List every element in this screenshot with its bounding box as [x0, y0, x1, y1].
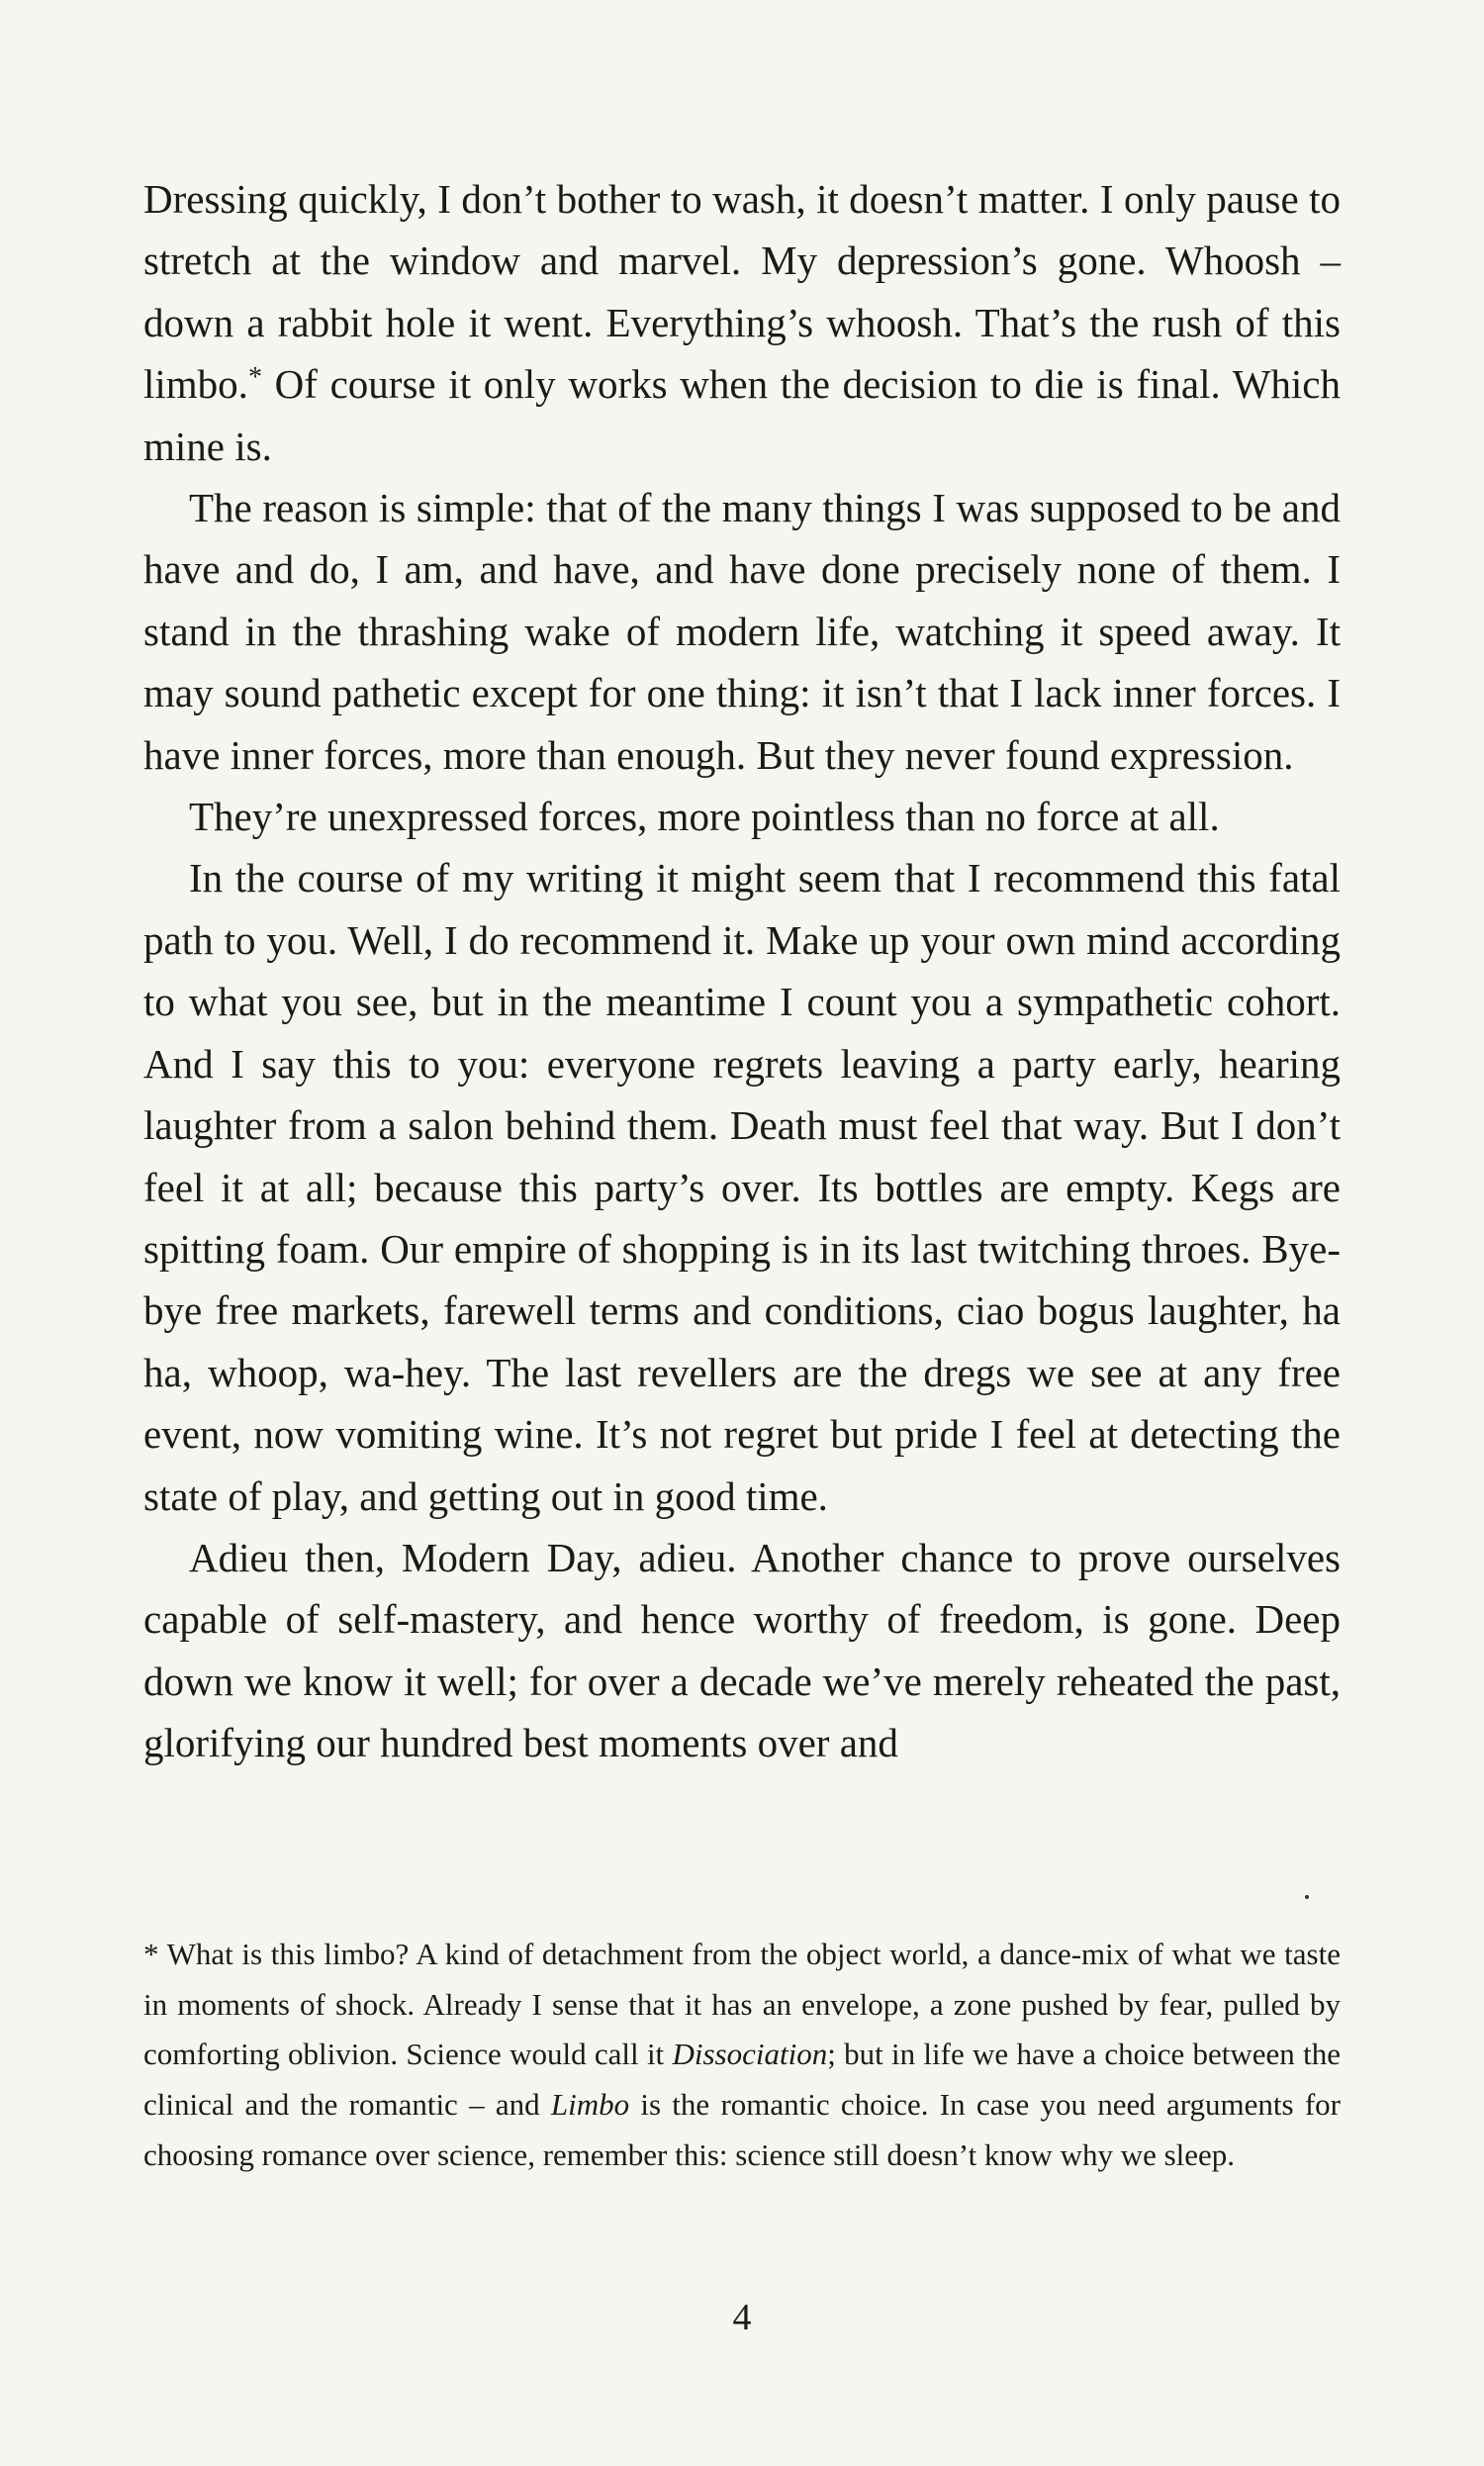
- paragraph-1: [143, 168, 1341, 477]
- stray-dot: [1305, 1895, 1309, 1899]
- footnote-marker: *: [143, 1937, 159, 1971]
- footnote-part-3: is the romantic choice. In case you need arguments for choosing romance over science, remember this: science still doesn’t know why we sleep.: [143, 2087, 1341, 2172]
- page-number: 4: [732, 2297, 752, 2338]
- paragraph-4: In the course of my writing it might seem that I recommend this fatal path to you. Well, I do recommend it. Make up your own mind according to what you see, but in the meantime I count you a sympathetic cohort. And I say this to you: everyone regrets leaving a party early, hearing laughter from a salon behind them. Death must feel that way. But I don’t feel it at all; because this party’s over. Its bottles are empty. Kegs are spitting foam. Our empire of shopping is in its last twitching throes. Bye-bye free markets, farewell terms and conditions, ciao bogus laughter, ha ha, whoop, wa-hey. The last revellers are the dregs we see at any free event, now vomiting wine. It’s not regret but pride I feel at detecting the state of play, and getting out in good time.: [143, 855, 1341, 1519]
- paragraph-2: The reason is simple: that of the many things I was supposed to be and have and do, I am, and have, and have done precisely none of them. I stand in the thrashing wake of modern life, watching it speed away. It may sound pathetic except for one thing: it isn’t that I lack inner forces. I have inner forces, more than enough. But they never found expression.: [143, 485, 1341, 778]
- body-text: [143, 168, 1341, 1774]
- footnote-text: [143, 1930, 1341, 2181]
- footnote-part-2: ; but in life we have a choice between the clinical and the romantic – and: [143, 2037, 1341, 2123]
- paragraph-1-text: Dressing quickly, I don’t bother to wash, it doesn’t matter. I only pause to stretch at the window and marvel. My depression’s gone. Whoosh – down a rabbit hole it went. Everything’s whoosh. That’s the rush of this limbo.: [143, 176, 1341, 408]
- paragraph-1-continuation: Of course it only works when the decision to die is final. Which mine is.: [143, 361, 1341, 469]
- footnote: [143, 1930, 1341, 2181]
- footnote-part-1: What is this limbo? A kind of detachment from the object world, a dance-mix of what we taste in moments of shock. Already I sense that it has an envelope, a zone pushed by fear, pulled by comforting oblivion. Science would call it: [143, 1937, 1341, 2072]
- paragraph-5: Adieu then, Modern Day, adieu. Another chance to prove ourselves capable of self-mastery, and hence worthy of freedom, is gone. Deep down we know it well; for over a decade we’ve merely reheated the past, glorifying our hundred best moments over and: [143, 1534, 1341, 1766]
- footnote-italic-dissociation: Dissociation: [672, 2037, 828, 2072]
- footnote-italic-limbo: Limbo: [550, 2087, 630, 2123]
- footnote-reference: *: [247, 362, 262, 394]
- paragraph-3: They’re unexpressed forces, more pointless than no force at all.: [189, 794, 1220, 840]
